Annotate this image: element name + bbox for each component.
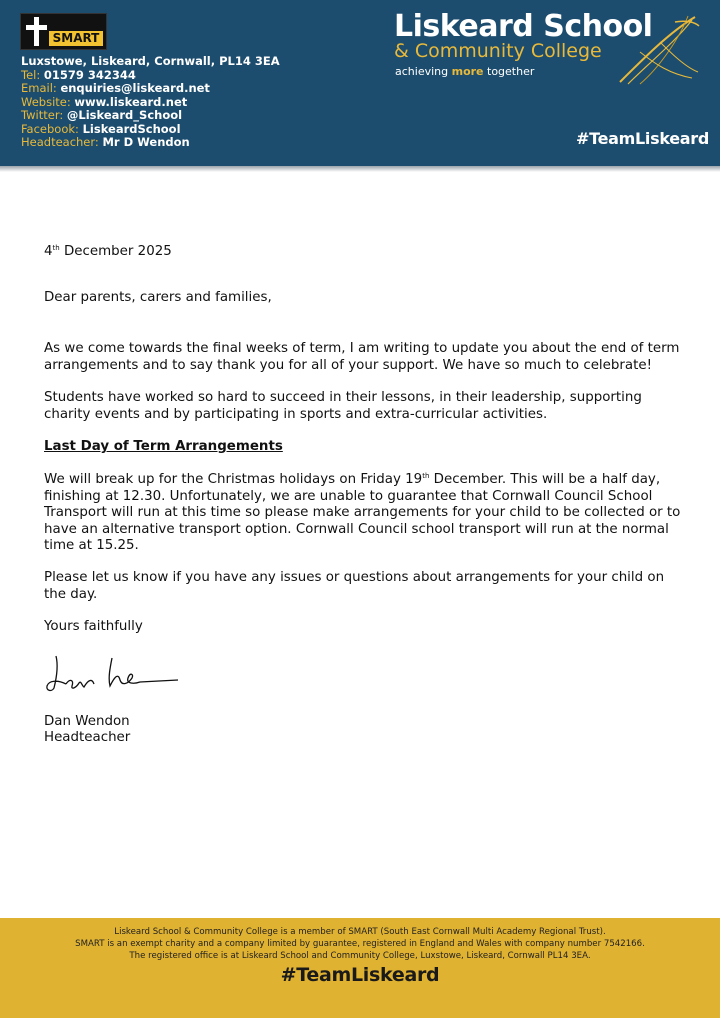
footer-hashtag: #TeamLiskeard — [280, 964, 440, 986]
letter-date: 4th December 2025 — [44, 244, 172, 259]
contact-twitter: Twitter: @Liskeard_School — [21, 108, 183, 122]
section-heading: Last Day of Term Arrangements — [44, 439, 283, 454]
header-shadow — [0, 166, 720, 172]
smart-logo — [20, 13, 107, 50]
signatory-title: Headteacher — [44, 730, 131, 745]
footer-line-2: SMART is an exempt charity and a company limited by guarantee, registered in England and Wales with company number 7542166. — [75, 939, 645, 949]
paragraph-arrangements: We will break up for the Christmas holidays on Friday 19th December. This will be a half day, finishing at 12.30. Unfortunately, we are unable to guarantee that Cornwall Council School Transport will run at this time so please make arrangements for your child to be collected or to have an alternative transport option. Cornwall Council school transport will run at the normal time at 15.25. — [44, 472, 681, 553]
footer-line-3: The registered office is at Liskeard School and Community College, Luxstowe, Liskeard, Cornwall PL14 3EA. — [129, 951, 591, 961]
handwritten-signature — [44, 650, 184, 695]
contact-headteacher: Headteacher: Mr D Wendon — [21, 135, 190, 149]
letterhead-header — [0, 0, 720, 166]
paragraph-questions: Please let us know if you have any issues or questions about arrangements for your child on the day. — [44, 570, 665, 602]
signatory-name: Dan Wendon — [44, 714, 130, 729]
contact-email: Email: enquiries@liskeard.net — [21, 81, 210, 95]
paragraph-achievements: Students have worked so hard to succeed in their lessons, in their leadership, supporting charity events and by participating in sports and extra-curricular activities. — [44, 390, 642, 422]
smart-logo-text: SMART — [49, 31, 103, 46]
school-name: Liskeard School — [394, 9, 653, 44]
swoosh-emblem-icon — [600, 12, 700, 87]
school-address: Luxstowe, Liskeard, Cornwall, PL14 3EA — [21, 54, 280, 68]
header-hashtag: #TeamLiskeard — [576, 129, 710, 148]
school-tagline: achieving more together — [395, 65, 535, 78]
closing: Yours faithfully — [44, 619, 143, 634]
footer-line-1: Liskeard School & Community College is a member of SMART (South East Cornwall Multi Academy Regional Trust). — [114, 927, 606, 937]
cornish-cross-icon — [34, 17, 39, 46]
contact-website: Website: www.liskeard.net — [21, 94, 188, 109]
contact-block — [21, 55, 280, 150]
salutation: Dear parents, carers and families, — [44, 290, 272, 305]
school-subname: & Community College — [394, 40, 602, 62]
letterhead-footer — [0, 918, 720, 1018]
paragraph-intro: As we come towards the final weeks of term, I am writing to update you about the end of term arrangements and to say thank you for all of your support. We have so much to celebrate! — [44, 341, 680, 373]
contact-tel: Tel: 01579 342344 — [21, 67, 136, 82]
contact-facebook: Facebook: LiskeardSchool — [21, 121, 181, 136]
